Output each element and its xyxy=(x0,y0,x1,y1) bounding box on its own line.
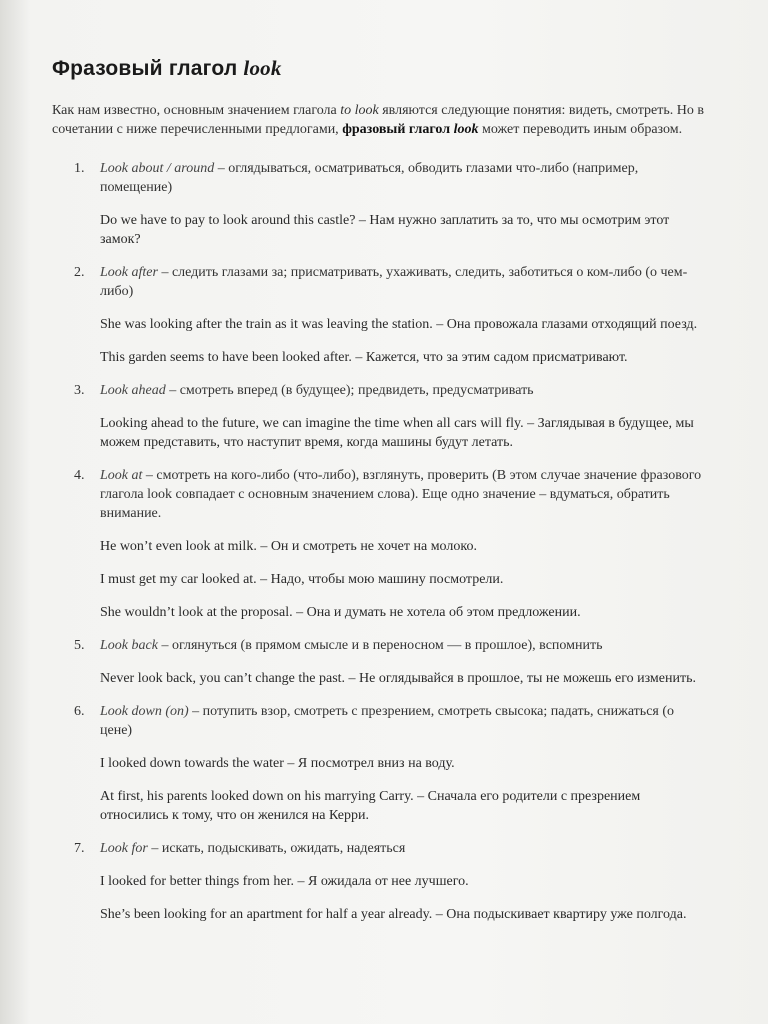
intro-bold xyxy=(342,122,478,137)
example-sentence: He won’t even look at milk. – Он и смотреть не хочет на молоко. xyxy=(100,539,477,554)
intro-bold-text: фразовый глагол xyxy=(342,122,454,137)
example-sentence: This garden seems to have been looked after. – Кажется, что за этим садом присматривают. xyxy=(100,350,628,365)
example-sentence: Never look back, you can’t change the past. – Не оглядывайся в прошлое, ты не можешь его изменить. xyxy=(100,671,696,686)
item-definition xyxy=(100,159,708,197)
phrasal-verb: Look at xyxy=(100,468,143,483)
verb-meaning: – потупить взор, смотреть с презрением, смотреть свысока; падать, снижаться (о цене) xyxy=(100,704,675,738)
item-number: 3. xyxy=(74,383,85,398)
list-item xyxy=(52,702,708,825)
example-sentence: Looking ahead to the future, we can imagine the time when all cars will fly. – Заглядывая в будущее, мы можем представить, что наступит время, когда машины будут летать. xyxy=(100,416,694,450)
item-definition xyxy=(100,466,708,523)
verb-meaning: – смотреть на кого-либо (что-либо), взглянуть, проверить (В этом случае значение фразового глагола look совпадает с основным значением слова). Еще одно значение – вдуматься, обратить внимание. xyxy=(100,468,702,521)
list-item xyxy=(52,381,708,452)
phrasal-verb: Look down (on) xyxy=(100,704,189,719)
example-sentence: At first, his parents looked down on his marrying Carry. – Сначала его родители с презрением относились к тому, что он женился на Керри. xyxy=(100,789,641,823)
item-number: 7. xyxy=(74,841,85,856)
intro-paragraph xyxy=(52,101,708,139)
item-number: 6. xyxy=(74,704,85,719)
example-sentence: I must get my car looked at. – Надо, чтобы мою машину посмотрели. xyxy=(100,572,504,587)
phrasal-verb: Look ahead xyxy=(100,383,166,398)
title-verb: look xyxy=(243,56,282,80)
title-text: Фразовый глагол xyxy=(52,57,244,80)
item-number: 1. xyxy=(74,161,85,176)
item-number: 2. xyxy=(74,265,85,280)
example-sentence: I looked down towards the water – Я посмотрел вниз на воду. xyxy=(100,756,455,771)
phrasal-verb: Look for xyxy=(100,841,148,856)
list-item xyxy=(52,263,708,367)
phrasal-verb: Look after xyxy=(100,265,158,280)
intro-bold-verb: look xyxy=(453,122,479,137)
example-sentence: I looked for better things from her. – Я ожидала от нее лучшего. xyxy=(100,874,469,889)
verb-meaning: – искать, подыскивать, ожидать, надеяться xyxy=(147,841,406,856)
intro-text-3: может переводить иным образом. xyxy=(478,122,683,137)
example-sentence: Do we have to pay to look around this castle? – Нам нужно заплатить за то, что мы осмотрим этот замок? xyxy=(100,213,670,247)
example-sentence: She was looking after the train as it was leaving the station. – Она провожала глазами отходящий поезд. xyxy=(100,317,698,332)
item-definition xyxy=(100,263,708,301)
example-sentence: She’s been looking for an apartment for half a year already. – Она подыскивает квартиру уже полгода. xyxy=(100,907,687,922)
intro-text-1: Как нам известно, основным значением глагола xyxy=(52,103,341,118)
item-number: 5. xyxy=(74,638,85,653)
list-item xyxy=(52,466,708,622)
verb-meaning: – оглянуться (в прямом смысле и в переносном — в прошлое), вспомнить xyxy=(157,638,603,653)
phrasal-verb: Look back xyxy=(100,638,158,653)
list-item xyxy=(52,839,708,924)
verb-meaning: – следить глазами за; присматривать, ухаживать, следить, заботиться о ком-либо (о чем-либо) xyxy=(100,265,688,299)
phrasal-verb-list xyxy=(52,159,708,924)
page-title xyxy=(52,56,708,81)
item-definition xyxy=(100,636,708,655)
item-definition xyxy=(100,381,708,400)
intro-text-2: являются следующие понятия: видеть, смотреть. Но в сочетании с ниже перечисленными предлогами, xyxy=(52,103,704,137)
example-sentence: She wouldn’t look at the proposal. – Она и думать не хотела об этом предложении. xyxy=(100,605,581,620)
item-definition xyxy=(100,702,708,740)
item-definition xyxy=(100,839,708,858)
phrasal-verb: Look about / around xyxy=(100,161,215,176)
verb-meaning: – оглядываться, осматриваться, обводить глазами что-либо (например, помещение) xyxy=(100,161,639,195)
list-item xyxy=(52,159,708,249)
intro-verb: to look xyxy=(340,103,379,118)
item-number: 4. xyxy=(74,468,85,483)
list-item xyxy=(52,636,708,688)
verb-meaning: – смотреть вперед (в будущее); предвидеть, предусматривать xyxy=(165,383,534,398)
